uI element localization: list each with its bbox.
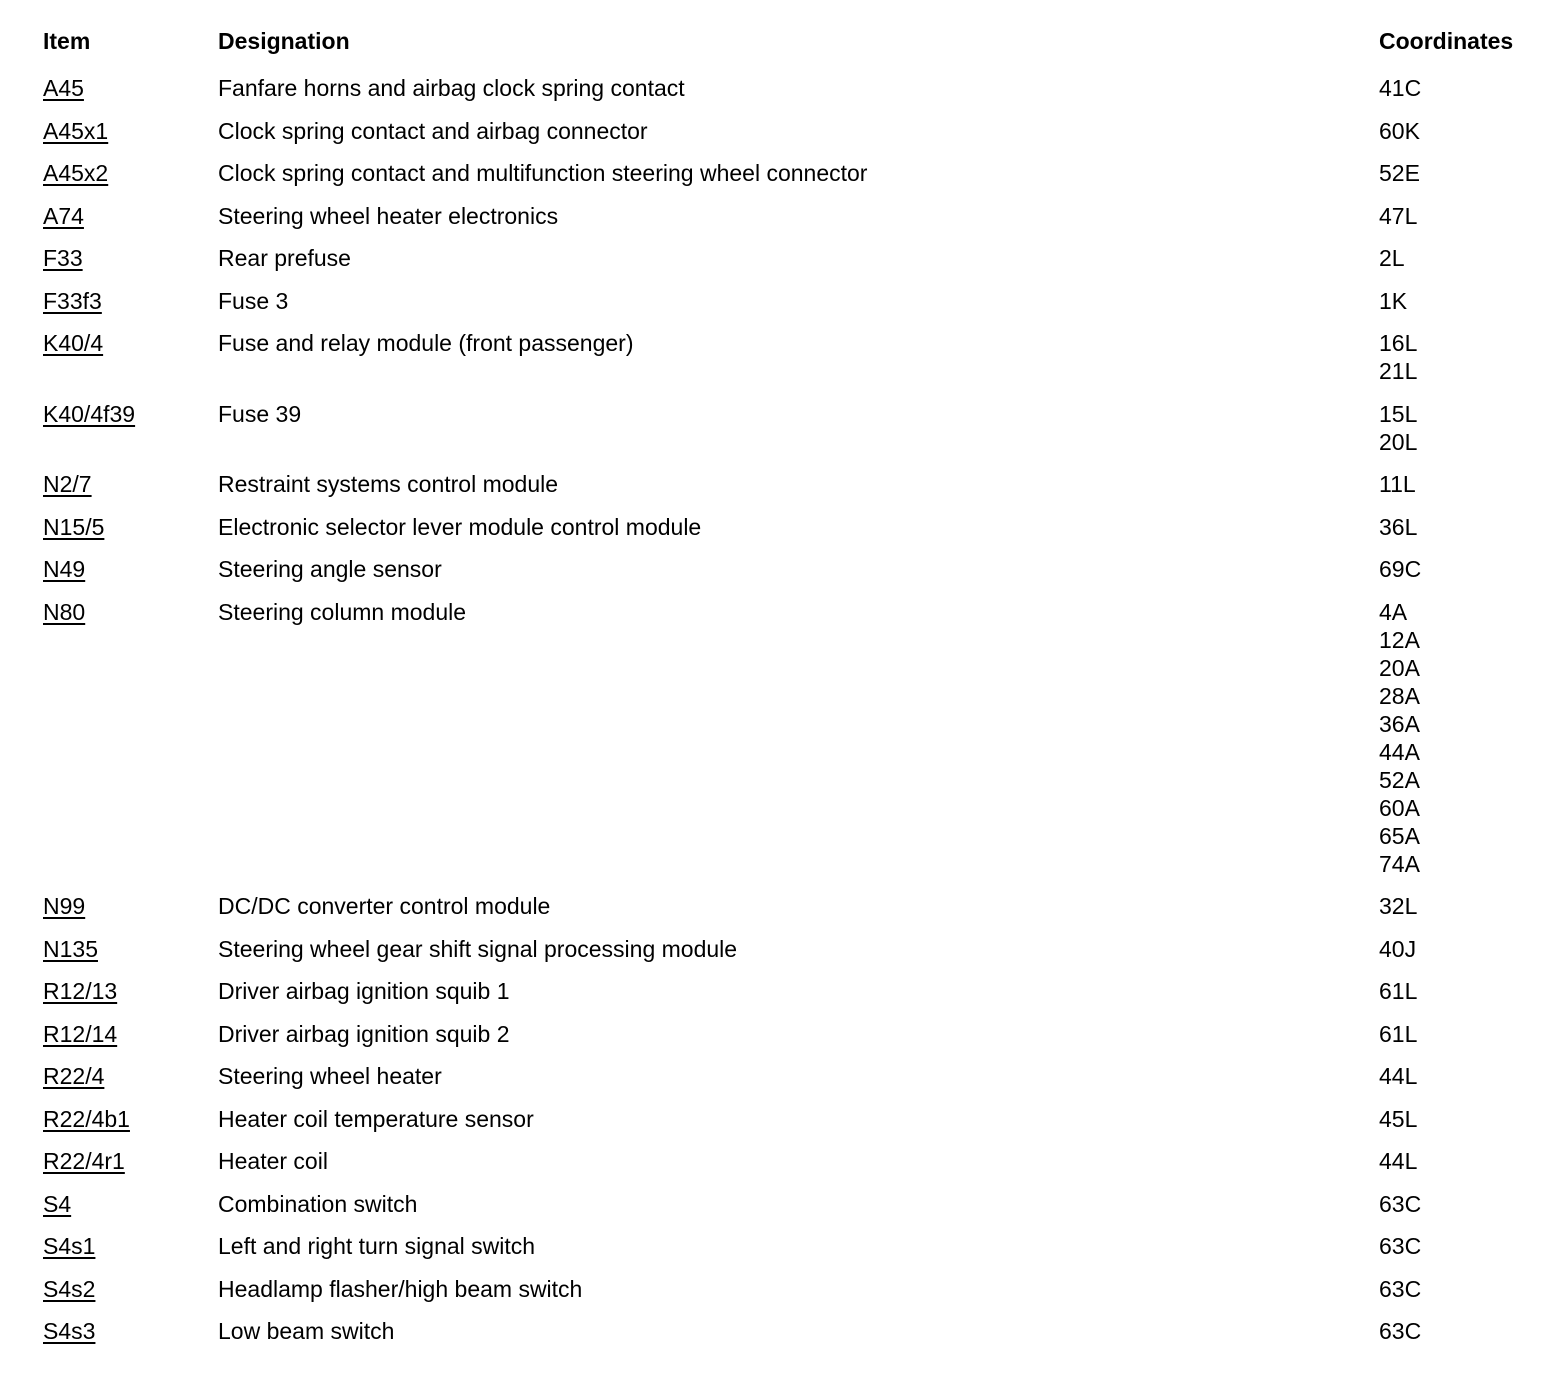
coordinate-value: 20A (1379, 654, 1420, 681)
coordinate-value: 63C (1379, 1275, 1422, 1302)
item-cell (43, 244, 218, 272)
designation-cell: Restraint systems control module (218, 471, 559, 497)
table-row (43, 592, 1543, 887)
item-cell (43, 1275, 218, 1303)
item-cell (43, 159, 218, 187)
item-cell (43, 598, 218, 626)
coordinate-value: 36L (1379, 513, 1418, 540)
coordinate-value: 16L (1379, 330, 1418, 356)
item-link[interactable]: S4s3 (43, 1318, 96, 1344)
item-link[interactable]: A45x2 (43, 160, 109, 186)
item-cell (43, 400, 218, 428)
coordinates-cell (1379, 977, 1539, 1005)
item-cell (43, 117, 218, 145)
coordinate-value: 2L (1379, 245, 1405, 271)
item-link[interactable]: R12/13 (43, 978, 118, 1004)
item-cell (43, 287, 218, 315)
item-link[interactable]: R12/14 (43, 1020, 118, 1047)
coordinates-cell (1379, 513, 1539, 541)
table-row (43, 1099, 1543, 1142)
table-row (43, 1014, 1543, 1057)
coordinate-value: 45L (1379, 1105, 1418, 1132)
designation-cell: Clock spring contact and multifunction steering wheel connector (218, 160, 868, 186)
designation-cell: Fuse and relay module (front passenger) (218, 330, 634, 356)
coordinates-cell (1379, 329, 1539, 385)
item-cell (43, 1105, 218, 1133)
table-row (43, 507, 1543, 550)
coordinate-value: 65A (1379, 822, 1420, 849)
coordinates-cell (1379, 244, 1539, 272)
item-cell (43, 1020, 218, 1048)
table-row (43, 111, 1543, 154)
item-link[interactable]: F33f3 (43, 287, 102, 314)
item-link[interactable]: F33 (43, 245, 83, 271)
designation-cell: Heater coil (218, 1148, 328, 1174)
designation-cell: Rear prefuse (218, 245, 351, 271)
item-cell (43, 74, 218, 102)
item-link[interactable]: N49 (43, 556, 86, 582)
item-cell (43, 977, 218, 1005)
coordinate-value: 63C (1379, 1233, 1422, 1259)
item-link[interactable]: A45 (43, 75, 84, 101)
table-row (43, 323, 1543, 394)
coordinate-value: 52A (1379, 766, 1420, 793)
coordinates-cell (1379, 400, 1539, 456)
item-cell (43, 555, 218, 583)
item-link[interactable]: A45x1 (43, 117, 109, 144)
designation-cell: Fuse 3 (218, 287, 289, 314)
coordinates-cell (1379, 1190, 1539, 1218)
coordinates-cell (1379, 1062, 1539, 1090)
coordinates-cell (1379, 1275, 1539, 1303)
item-link[interactable]: S4s1 (43, 1233, 96, 1259)
designation-cell: Electronic selector lever module control module (218, 513, 702, 540)
coordinates-cell (1379, 287, 1539, 315)
table-row (43, 1269, 1543, 1312)
coordinate-value: 69C (1379, 556, 1422, 582)
coordinate-value: 44L (1379, 1148, 1418, 1174)
table-header (43, 24, 1543, 68)
item-link[interactable]: N15/5 (43, 513, 105, 540)
item-cell (43, 202, 218, 230)
coordinate-value: 47L (1379, 202, 1418, 229)
coordinates-cell (1379, 1147, 1539, 1175)
header-item: Item (43, 28, 91, 54)
coordinate-value: 32L (1379, 893, 1418, 919)
table-row (43, 196, 1543, 239)
coordinates-cell (1379, 598, 1539, 878)
coordinates-cell (1379, 935, 1539, 963)
coordinate-value: 44L (1379, 1063, 1418, 1089)
coordinate-value: 63C (1379, 1318, 1422, 1344)
table-row (43, 1184, 1543, 1227)
designation-cell: Low beam switch (218, 1318, 395, 1344)
item-cell (43, 1190, 218, 1218)
designation-cell: Steering wheel heater electronics (218, 202, 559, 229)
item-link[interactable]: S4s2 (43, 1275, 96, 1302)
coordinate-value: 36A (1379, 710, 1420, 737)
item-cell (43, 1317, 218, 1345)
coordinate-value: 11L (1379, 471, 1416, 497)
designation-cell: Steering column module (218, 598, 467, 625)
designation-cell: Steering wheel heater (218, 1063, 442, 1089)
table-row (43, 1226, 1543, 1269)
table-row (43, 394, 1543, 465)
coordinates-cell (1379, 74, 1539, 102)
table-row (43, 971, 1543, 1014)
coordinate-value: 1K (1379, 287, 1408, 314)
designation-cell: Clock spring contact and airbag connector (218, 117, 648, 144)
designation-cell: Fanfare horns and airbag clock spring contact (218, 75, 685, 101)
component-table (43, 24, 1543, 1354)
coordinates-cell (1379, 1317, 1539, 1345)
item-cell (43, 1232, 218, 1260)
coordinate-value: 15L (1379, 400, 1418, 427)
coordinate-value: 44A (1379, 738, 1420, 765)
table-row (43, 1056, 1543, 1099)
designation-cell: Driver airbag ignition squib 1 (218, 978, 510, 1004)
item-link[interactable]: R22/4r1 (43, 1148, 125, 1174)
item-link[interactable]: K40/4 (43, 330, 104, 356)
table-row (43, 886, 1543, 929)
coordinate-value: 61L (1379, 978, 1418, 1004)
item-cell (43, 1147, 218, 1175)
header-coordinates: Coordinates (1379, 28, 1514, 54)
designation-cell: Steering wheel gear shift signal processing module (218, 935, 738, 962)
designation-cell: DC/DC converter control module (218, 893, 551, 919)
table-body (43, 68, 1543, 1354)
coordinates-cell (1379, 892, 1539, 920)
table-row (43, 281, 1543, 324)
coordinates-cell (1379, 159, 1539, 187)
item-cell (43, 513, 218, 541)
coordinates-cell (1379, 202, 1539, 230)
designation-cell: Fuse 39 (218, 400, 302, 427)
table-row (43, 238, 1543, 281)
item-link[interactable]: A74 (43, 202, 84, 229)
coordinate-value: 74A (1379, 850, 1420, 877)
item-cell (43, 892, 218, 920)
coordinates-cell (1379, 1232, 1539, 1260)
coordinate-value: 60A (1379, 794, 1420, 821)
coordinates-cell (1379, 1020, 1539, 1048)
coordinate-value: 41C (1379, 75, 1422, 101)
item-cell (43, 329, 218, 357)
coordinate-value: 4A (1379, 598, 1408, 625)
item-link[interactable]: R22/4 (43, 1063, 105, 1089)
header-designation: Designation (218, 28, 350, 54)
coordinate-value: 28A (1379, 682, 1420, 709)
table-row (43, 68, 1543, 111)
item-link[interactable]: S4 (43, 1190, 72, 1217)
coordinate-value: 52E (1379, 160, 1420, 186)
coordinates-cell (1379, 470, 1539, 498)
coordinates-cell (1379, 117, 1539, 145)
table-row (43, 1311, 1543, 1354)
coordinate-value: 12A (1379, 626, 1420, 653)
coordinate-value: 40J (1379, 935, 1417, 962)
table-row (43, 549, 1543, 592)
designation-cell: Driver airbag ignition squib 2 (218, 1020, 510, 1047)
designation-cell: Heater coil temperature sensor (218, 1105, 534, 1132)
designation-cell: Steering angle sensor (218, 556, 442, 582)
item-cell (43, 935, 218, 963)
designation-cell: Left and right turn signal switch (218, 1233, 536, 1259)
item-link[interactable]: K40/4f39 (43, 400, 136, 427)
coordinate-value: 20L (1379, 428, 1418, 455)
designation-cell: Combination switch (218, 1190, 418, 1217)
table-row (43, 1141, 1543, 1184)
item-link[interactable]: R22/4b1 (43, 1105, 130, 1132)
table-row (43, 929, 1543, 972)
item-link[interactable]: N2/7 (43, 471, 92, 497)
coordinates-cell (1379, 555, 1539, 583)
coordinate-value: 60K (1379, 117, 1420, 144)
designation-cell: Headlamp flasher/high beam switch (218, 1275, 583, 1302)
coordinate-value: 61L (1379, 1020, 1418, 1047)
coordinates-cell (1379, 1105, 1539, 1133)
item-cell (43, 1062, 218, 1090)
item-link[interactable]: N80 (43, 598, 86, 625)
item-link[interactable]: N135 (43, 935, 98, 962)
table-row (43, 153, 1543, 196)
item-cell (43, 470, 218, 498)
coordinate-value: 63C (1379, 1190, 1422, 1217)
table-row (43, 464, 1543, 507)
coordinate-value: 21L (1379, 358, 1418, 384)
item-link[interactable]: N99 (43, 893, 86, 919)
